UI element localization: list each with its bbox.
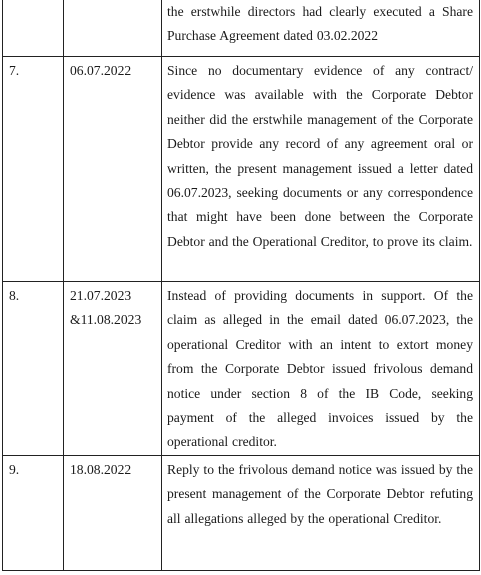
description-text: the erstwhile directors had clearly executed a Share Purchase Agreement dated 03.02.2022 [167,4,473,44]
date-cell [64,455,162,570]
description-cell [162,282,480,456]
serial-number: 7. [9,63,20,78]
description-cell [162,455,480,570]
date-cell [64,0,162,57]
description-cell [162,0,480,57]
event-date: 18.08.2022 [70,461,132,477]
description-text: Reply to the frivolous demand notice was issued by the present management of the Corporate Debtor refuting all allegations alleged by the operational Creditor. [167,461,473,526]
serial-number: 8. [9,288,20,303]
event-date-secondary: &11.08.2023 [70,312,142,328]
table-row [3,57,480,282]
description-cell [162,57,480,282]
table-row [3,455,480,570]
event-date: 21.07.2023 [70,288,132,303]
events-table [2,0,480,571]
serial-number-cell [3,57,64,282]
table-row [3,0,480,57]
serial-number-cell [3,455,64,570]
table-row [3,282,480,456]
description-text: Instead of providing documents in support. Of the claim as alleged in the email dated 06.07.2023, the operational Creditor with an intent to extort money from the Corporate Debtor issued frivolous demand notice under section 8 of the IB Code, seeking payment of the alleged invoices issued by the operational creditor. [167,288,473,450]
serial-number-cell [3,282,64,456]
serial-number: 9. [9,461,20,477]
date-cell [64,282,162,456]
description-text: Since no documentary evidence of any contract/ evidence was available with the Corporate Debtor neither did the erstwhile management of the Corporate Debtor provide any record of any agreement oral or written, the present management issued a letter dated 06.07.2023, seeking documents or any correspondence that might have been done between the Corporate Debtor and the Operational Creditor, to prove its claim. [167,63,473,249]
event-date: 06.07.2022 [70,63,132,78]
date-cell [64,57,162,282]
serial-number-cell [3,0,64,57]
